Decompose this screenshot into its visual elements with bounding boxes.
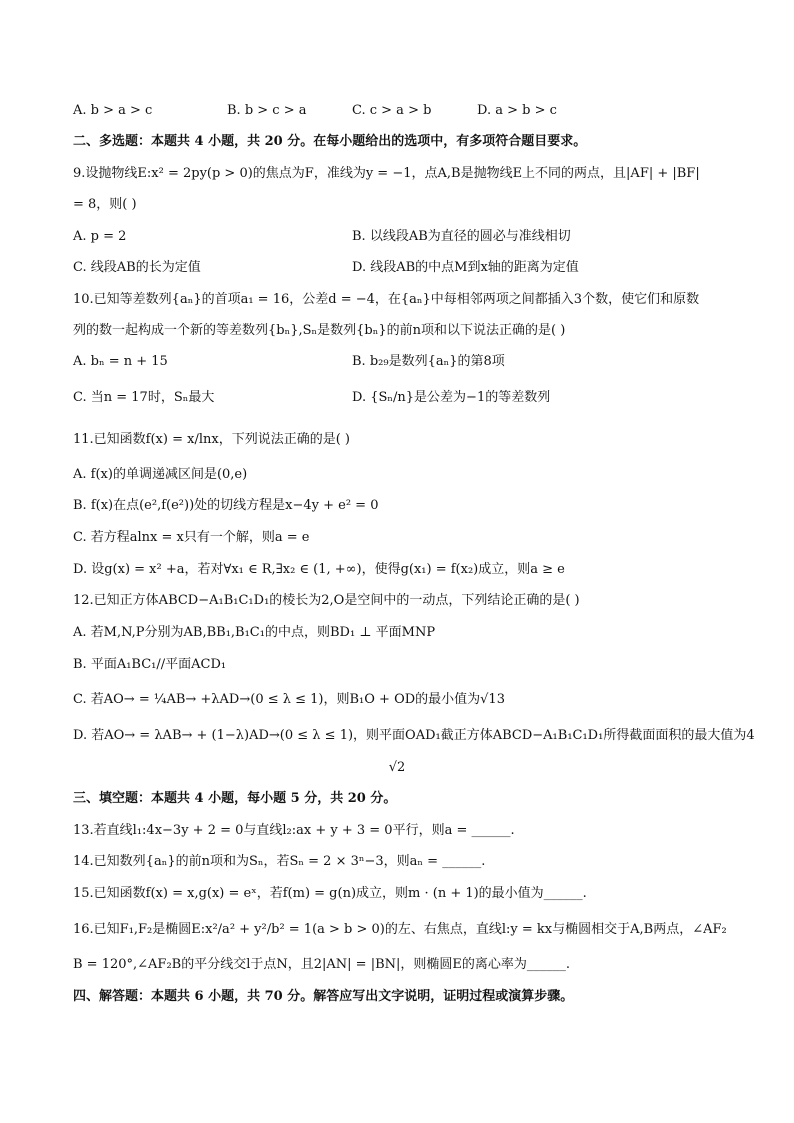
q9-option-c: C. 线段AB的长为定值	[73, 260, 201, 275]
q16-line2: B = 120°,∠AF₂B的平分线交l于点N，且2|AN| = |BN|，则椭圆E的离心率为______.	[73, 957, 571, 972]
q10-option-c: C. 当n = 17时，Sₙ最大	[73, 390, 215, 405]
q11-stem: 11.已知函数f(x) = x/lnx，下列说法正确的是( )	[73, 432, 350, 447]
q16-line1: 16.已知F₁,F₂是椭圆E:x²/a² + y²/b² = 1(a > b > 0)的左、右焦点，直线l:y = kx与椭圆相交于A,B两点，∠AF₂	[73, 922, 727, 937]
q11-option-b: B. f(x)在点(e²,f(e²))处的切线方程是x−4y + e² = 0	[73, 498, 379, 513]
q9-stem-line2: = 8，则( )	[73, 197, 137, 212]
q15: 15.已知函数f(x) = x,g(x) = eˣ，若f(m) = g(n)成立，则m · (n + 1)的最小值为______.	[73, 886, 587, 901]
q12-option-c: C. 若AO→ = ¼AB→ +λAD→(0 ≤ λ ≤ 1)，则B₁O + OD的最小值为√13	[73, 692, 505, 707]
q8-option-c: C. c > a > b	[352, 103, 432, 118]
q10-option-a: A. bₙ = n + 15	[73, 354, 168, 369]
q14: 14.已知数列{aₙ}的前n项和为Sₙ，若Sₙ = 2 × 3ⁿ−3，则aₙ = ______.	[73, 854, 486, 869]
q8-option-b: B. b > c > a	[227, 103, 307, 118]
q11-option-d: D. 设g(x) = x² +a，若对∀x₁ ∈ R,∃x₂ ∈ (1, +∞)，使得g(x₁) = f(x₂)成立，则a ≥ e	[73, 562, 565, 577]
q8-option-d: D. a > b > c	[477, 103, 557, 118]
q10-option-b: B. b₂₉是数列{aₙ}的第8项	[352, 354, 505, 369]
q12-stem: 12.已知正方体ABCD−A₁B₁C₁D₁的棱长为2,O是空间中的一动点，下列结论正确的是( )	[73, 593, 580, 608]
q10-stem-line2: 列的数一起构成一个新的等差数列{bₙ},Sₙ是数列{bₙ}的前n项和以下说法正确的是( )	[73, 323, 566, 338]
q9-option-b: B. 以线段AB为直径的圆必与准线相切	[352, 229, 571, 244]
q12-option-d: D. 若AO→ = λAB→ + (1−λ)AD→(0 ≤ λ ≤ 1)，则平面OAD₁截正方体ABCD−A₁B₁C₁D₁所得截面面积的最大值为4	[73, 728, 755, 743]
q9-option-a: A. p = 2	[73, 229, 127, 244]
q12-option-b: B. 平面A₁BC₁//平面ACD₁	[73, 657, 227, 672]
q13: 13.若直线l₁:4x−3y + 2 = 0与直线l₂:ax + y + 3 = 0平行，则a = ______.	[73, 823, 515, 838]
q11-option-c: C. 若方程alnx = x只有一个解，则a = e	[73, 530, 310, 545]
q11-option-a: A. f(x)的单调递减区间是(0,e)	[73, 467, 248, 482]
section3-heading: 三、填空题：本题共 4 小题，每小题 5 分，共 20 分。	[73, 791, 397, 806]
q10-option-d: D. {Sₙ/n}是公差为−1的等差数列	[352, 390, 551, 405]
q12-option-a: A. 若M,N,P分别为AB,BB₁,B₁C₁的中点，则BD₁ ⊥ 平面MNP	[73, 625, 436, 640]
section4-heading: 四、解答题：本题共 6 小题，共 70 分。解答应写出文字说明，证明过程或演算步骤。	[73, 989, 574, 1004]
q9-option-d: D. 线段AB的中点M到x轴的距离为定值	[352, 260, 579, 275]
q8-option-a: A. b > a > c	[73, 103, 153, 118]
q10-stem-line1: 10.已知等差数列{aₙ}的首项a₁ = 16，公差d = −4，在{aₙ}中每相邻两项之间都插入3个数，使它们和原数	[73, 292, 700, 307]
section2-heading: 二、多选题：本题共 4 小题，共 20 分。在每小题给出的选项中，有多项符合题目要求。	[73, 134, 587, 149]
q12-option-d-continuation: √2	[388, 760, 406, 775]
q9-stem-line1: 9.设抛物线E:x² = 2py(p > 0)的焦点为F，准线为y = −1，点A,B是抛物线E上不同的两点，且|AF| + |BF|	[73, 166, 700, 181]
